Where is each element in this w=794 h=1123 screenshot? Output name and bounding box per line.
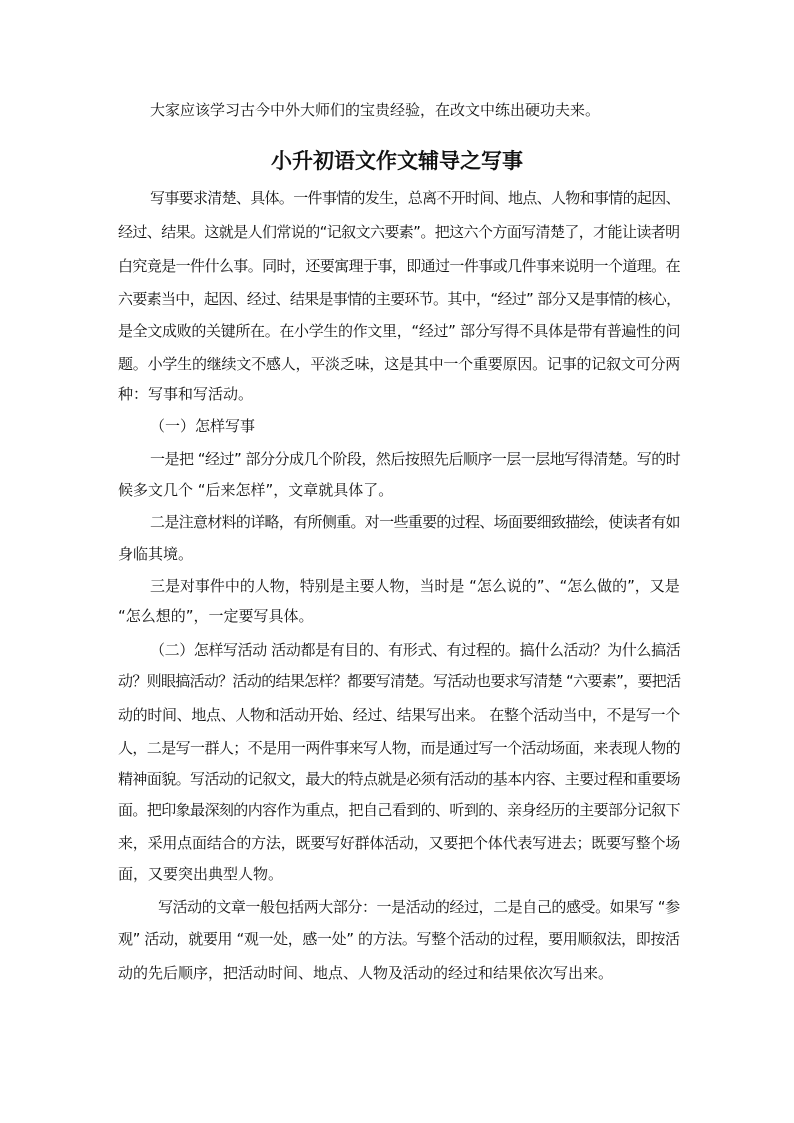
paragraph-line: 六要素当中，起因、经过、结果是事情的主要环节。其中，“经过” 部分又是事情的核心， bbox=[118, 290, 681, 308]
paragraph-line: （二）怎样写活动 活动都是有目的、有形式、有过程的。搞什么活动？为什么搞活 bbox=[150, 641, 681, 659]
paragraph-line: 动？则眼搞活动？活动的结果怎样？都要写清楚。写活动也要求写清楚 “六要素”，要把活 bbox=[118, 672, 681, 690]
paragraph-line: 白究竟是一件什么事。同时，还要寓理于事，即通过一件事或几件事来说明一个道理。在 bbox=[118, 257, 680, 275]
paragraph-line: 经过、结果。这就是人们常说的“记叙文六要素”。把这六个方面写清楚了，才能让读者明 bbox=[118, 223, 680, 241]
paragraph-line: 动的先后顺序，把活动时间、地点、人物及活动的经过和结果依次写出来。 bbox=[118, 964, 614, 982]
paragraph-line: 一是把 “经过” 部分分成几个阶段，然后按照先后顺序一层一层地写得清楚。写的时 bbox=[150, 450, 681, 468]
paragraph-line: 是全文成败的关键所在。在小学生的作文里，“经过” 部分写得不具体是带有普遍性的问 bbox=[118, 322, 681, 340]
page-title: 小升初语文作文辅导之写事 bbox=[271, 148, 523, 173]
paragraph-line: 来，采用点面结合的方法，既要写好群体活动，又要把个体代表写进去；既要写整个场 bbox=[118, 834, 681, 852]
paragraph-line: 三是对事件中的人物，特别是主要人物，当时是 “怎么说的”、“怎么做的”，又是 bbox=[150, 577, 680, 595]
paragraph-line: 观” 活动，就要用 “观一处，感一处” 的方法。写整个活动的过程，要用顺叙法，即按活 bbox=[118, 930, 680, 948]
paragraph-line: 面。把印象最深刻的内容作为重点，把自己看到的、听到的、亲身经历的主要部分记叙下 bbox=[118, 801, 680, 819]
paragraph-line: 二是注意材料的详略，有所侧重。对一些重要的过程、场面要细致描绘，使读者有如 bbox=[150, 513, 680, 531]
paragraph-line: 题。小学生的继续文不感人，平淡乏味，这是其中一个重要原因。记事的记叙文可分两 bbox=[118, 355, 681, 373]
intro-line: 大家应该学习古今中外大师们的宝贵经验，在改文中练出硬功夫来。 bbox=[150, 101, 601, 119]
paragraph-line: 面，又要突出典型人物。 bbox=[118, 865, 284, 883]
section-heading: （一）怎样写事 bbox=[150, 417, 256, 435]
paragraph-line: 写活动的文章一般包括两大部分：一是活动的经过，二是自己的感受。如果写 “参 bbox=[158, 898, 680, 916]
paragraph-line: 动的时间、地点、人物和活动开始、经过、结果写出来。 在整个活动当中，不是写一个 bbox=[118, 706, 680, 724]
paragraph-line: “怎么想的”，一定要写具体。 bbox=[118, 607, 314, 625]
paragraph-line: 身临其境。 bbox=[118, 545, 194, 563]
paragraph-line: 人，二是写一群人；不是用一两件事来写人物，而是通过写一个活动场面，来表现人物的 bbox=[118, 739, 680, 757]
paragraph-line: 写事要求清楚、具体。一件事情的发生，总离不开时间、地点、人物和事情的起因、 bbox=[150, 189, 680, 207]
paragraph-line: 候多文几个 “后来怎样”，文章就具体了。 bbox=[118, 481, 394, 499]
paragraph-line: 精神面貌。写活动的记叙文，最大的特点就是必须有活动的基本内容、主要过程和重要场 bbox=[118, 770, 680, 788]
paragraph-line: 种：写事和写活动。 bbox=[118, 385, 254, 403]
